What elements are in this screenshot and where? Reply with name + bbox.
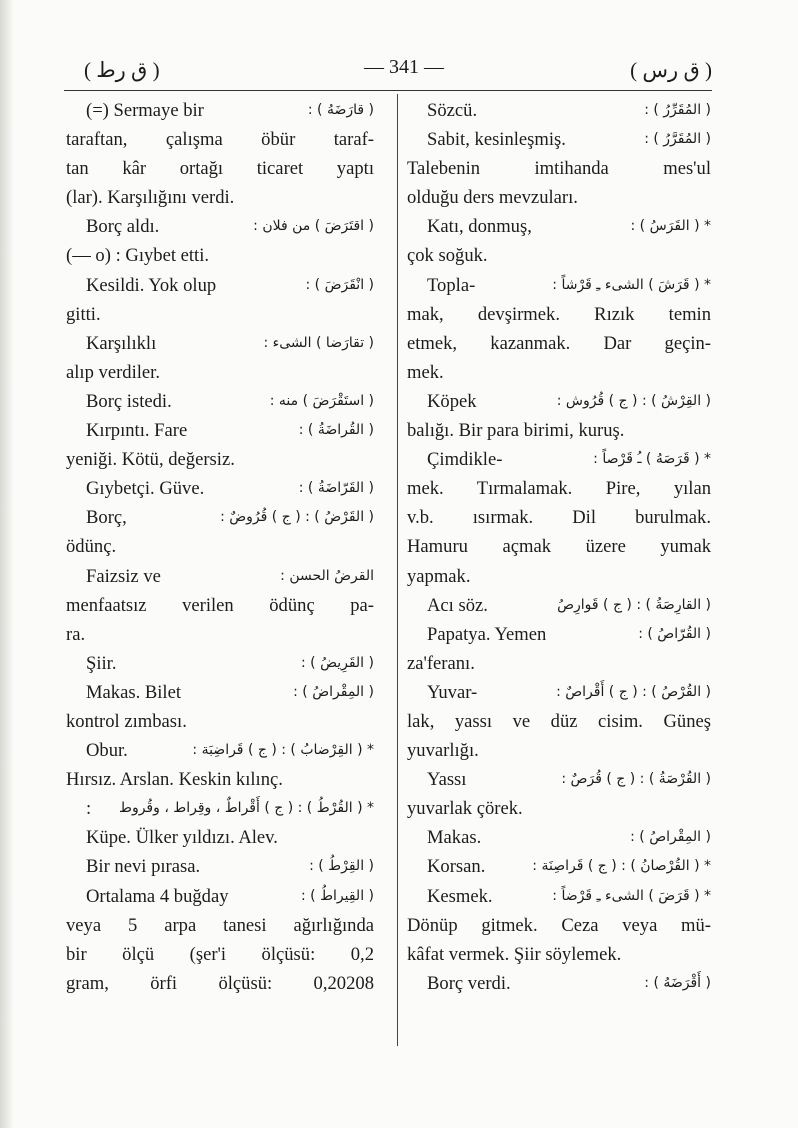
entry-text: Makas. [427, 827, 482, 849]
arabic-headword: ( تقارَضا ) الشیء : [263, 334, 374, 351]
arabic-headword: ( القَرِيضُ ) : [300, 654, 374, 671]
arabic-headword: ( اقتَرَضَ ) من فلان : [253, 218, 374, 235]
entry-text: yuvarlak çörek. [407, 798, 523, 820]
arabic-headword: ( القُرْصَةُ ) : ( ج ) قُرَصٌ : [561, 771, 711, 788]
dictionary-line [66, 852, 374, 881]
entry-text: za'feranı. [407, 652, 475, 674]
dictionary-line [66, 620, 374, 649]
dictionary-line [66, 271, 374, 300]
entry-text: (=) Sermaye bir [86, 100, 204, 121]
dictionary-line [66, 503, 374, 532]
arabic-headword: * ( القِرْضابُ ) : ( ج ) قَراضِبَة : [192, 742, 374, 759]
dictionary-line [66, 678, 374, 707]
entry-text: Çimdikle- [427, 449, 503, 471]
entry-text: yeniği. Kötü, değersiz. [66, 449, 235, 471]
entry-text: Hamuru açmak üzere yumak [407, 536, 711, 558]
dictionary-line [66, 416, 374, 445]
entry-text: veya 5 arpa tanesi ağırlığında [66, 914, 374, 936]
dictionary-line [407, 183, 711, 212]
arabic-headword: * ( القُرْصانُ ) : ( ج ) قَراصِنَة : [532, 858, 711, 875]
entry-text: Köpek [427, 390, 477, 412]
arabic-headword: ( القِيراطُ ) : [300, 887, 374, 904]
entry-text: Yassı [427, 769, 467, 791]
arabic-headword: ( القُرّاصُ ) : [638, 625, 711, 642]
dictionary-line [407, 474, 711, 503]
arabic-headword: ( المُقَرَّرُ ) : [644, 131, 711, 148]
dictionary-line [66, 532, 374, 561]
entry-text: ra. [66, 623, 86, 645]
arabic-headword: * ( قَرَشَ ) الشیء ـِ قَرْشاً : [552, 276, 711, 293]
entry-text: etmek, kazanmak. Dar geçin- [407, 332, 711, 354]
entry-text: olduğu ders mevzuları. [407, 187, 578, 209]
dictionary-line [407, 940, 711, 969]
entry-text: : [86, 798, 92, 820]
entry-text: Papatya. Yemen [427, 623, 547, 645]
arabic-headword: ( القُراضَةُ ) : [298, 422, 374, 439]
dictionary-line [407, 300, 711, 329]
entry-text: Yuvar- [427, 681, 478, 703]
entry-text: Topla- [427, 274, 476, 296]
entry-text: Borç istedi. [86, 390, 172, 412]
dictionary-line [407, 503, 711, 532]
dictionary-line [66, 329, 374, 358]
entry-text: yuvarlığı. [407, 740, 479, 762]
entry-text: Kesmek. [427, 885, 493, 907]
entry-text: Borç, [86, 507, 127, 529]
entry-text: Küpe. Ülker yıldızı. Alev. [86, 827, 278, 849]
page-edge-shadow [0, 0, 14, 1128]
dictionary-line [66, 823, 374, 852]
entry-text: alıp verdiler. [66, 361, 160, 383]
dictionary-line [407, 358, 711, 387]
dictionary-line [407, 649, 711, 678]
arabic-headword: ( انْقَرَضَ ) : [305, 276, 374, 293]
dictionary-line [407, 96, 711, 125]
page-number: — 341 — [364, 56, 444, 78]
dictionary-line [407, 852, 711, 881]
dictionary-line [66, 183, 374, 212]
dictionary-line [407, 212, 711, 241]
dictionary-line [66, 300, 374, 329]
page-header [64, 52, 712, 88]
entry-text: v.b. ısırmak. Dil burulmak. [407, 507, 711, 529]
entry-text: ödünç. [66, 536, 117, 558]
dictionary-line [66, 212, 374, 241]
entry-text: Karşılıklı [86, 332, 157, 354]
entry-text: çok soğuk. [407, 245, 488, 267]
entry-text: Borç aldı. [86, 216, 160, 238]
entry-text: Sözcü. [427, 100, 478, 121]
dictionary-line [407, 416, 711, 445]
entry-text: Kesildi. Yok olup [86, 274, 217, 296]
dictionary-line [407, 241, 711, 270]
left-column [66, 96, 374, 998]
dictionary-line [66, 591, 374, 620]
entry-text: mak, devşirmek. Rızık temin [407, 303, 711, 325]
entry-text: (lar). Karşılığını verdi. [66, 187, 235, 209]
dictionary-line [66, 474, 374, 503]
header-rule [64, 90, 712, 91]
dictionary-line [407, 911, 711, 940]
entry-text: Korsan. [427, 856, 486, 878]
dictionary-line [407, 387, 711, 416]
entry-text: Şiir. [86, 652, 117, 674]
dictionary-line [66, 736, 374, 765]
arabic-headword: ( القِرْطُ ) : [309, 858, 374, 875]
dictionary-line [66, 940, 374, 969]
arabic-headword: ( القُرْصُ ) : ( ج ) أَقْراصٌ : [556, 683, 711, 700]
entry-text: Ortalama 4 buğday [86, 885, 229, 907]
entry-text: kâfat vermek. Şiir söylemek. [407, 943, 622, 965]
dictionary-line [407, 591, 711, 620]
dictionary-line [407, 154, 711, 183]
dictionary-line [66, 125, 374, 154]
arabic-headword: ( المِقْراضُ ) : [293, 683, 374, 700]
dictionary-line [66, 387, 374, 416]
dictionary-line [407, 562, 711, 591]
arabic-headword: ( قارَضَهُ ) : [307, 102, 374, 118]
dictionary-line [407, 765, 711, 794]
dictionary-line [407, 882, 711, 911]
entry-text: mek. Tırmalamak. Pire, yılan [407, 478, 711, 500]
dictionary-line [66, 969, 374, 998]
dictionary-line [407, 329, 711, 358]
dictionary-line [407, 969, 711, 998]
entry-text: (— o) : Gıybet etti. [66, 245, 210, 267]
dictionary-line [66, 445, 374, 474]
header-left-guide-word: ( ق رط ) [84, 58, 160, 82]
right-column [407, 96, 711, 998]
dictionary-line [66, 707, 374, 736]
entry-text: taraftan, çalışma öbür taraf- [66, 129, 374, 151]
entry-text: kontrol zımbası. [66, 710, 187, 732]
dictionary-line [407, 823, 711, 852]
arabic-headword: * ( قَرَضَ ) الشیء ـِ قَرْضاً : [552, 887, 711, 904]
entry-text: menfaatsız verilen ödünç pa- [66, 594, 374, 616]
arabic-headword: ( القارِصَةُ ) : ( ج ) قَوارِصُ [557, 596, 711, 613]
entry-text: lak, yassı ve düz cisim. Güneş [407, 710, 711, 732]
dictionary-line [66, 358, 374, 387]
dictionary-line [66, 765, 374, 794]
entry-text: bir ölçü (şer'i ölçüsü: 0,2 [66, 943, 374, 965]
entry-text: tan kâr ortağı ticaret yaptı [66, 158, 374, 180]
dictionary-line [407, 794, 711, 823]
entry-text: yapmak. [407, 565, 471, 587]
dictionary-line [66, 794, 374, 823]
entry-text: Talebenin imtihanda mes'ul [407, 158, 711, 180]
arabic-headword: ( القِرْشُ ) : ( ج ) قُرُوش : [556, 392, 711, 409]
dictionary-line [407, 532, 711, 561]
dictionary-line [66, 562, 374, 591]
dictionary-line [66, 241, 374, 270]
arabic-headword: * ( القُرْطُ ) : ( ج ) أَقْراطٌ ، وقِراط ، وقُروط [119, 800, 374, 817]
arabic-headword: ( أَقْرَضَهُ ) : [644, 974, 711, 991]
dictionary-line [66, 911, 374, 940]
dictionary-line [407, 678, 711, 707]
column-divider [397, 94, 398, 1046]
arabic-headword: ( القَرّاضَةُ ) : [298, 480, 374, 497]
arabic-headword: ( المُقَرِّرُ ) : [644, 102, 711, 118]
arabic-headword: * ( قَرَصَهُ ) ـُ قَرْصاً : [593, 451, 711, 468]
entry-text: Bir nevi pırasa. [86, 856, 201, 878]
entry-text: Kırpıntı. Fare [86, 420, 188, 442]
entry-text: Faizsiz ve [86, 565, 161, 587]
dictionary-line [407, 736, 711, 765]
arabic-headword: ( القَرْضُ ) : ( ج ) قُرُوضٌ : [220, 509, 374, 526]
dictionary-line [66, 882, 374, 911]
entry-text: Acı söz. [427, 594, 488, 616]
dictionary-line [407, 707, 711, 736]
entry-text: gitti. [66, 303, 101, 325]
entry-text: Hırsız. Arslan. Keskin kılınç. [66, 769, 283, 791]
arabic-headword: ( المِقْراصُ ) : [630, 829, 711, 846]
dictionary-line [66, 96, 374, 125]
header-right-guide-word: ( ق رس ) [630, 58, 712, 82]
entry-text: Katı, donmuş, [427, 216, 532, 238]
entry-text: Sabit, kesinleşmiş. [427, 129, 566, 151]
entry-text: Dönüp gitmek. Ceza veya mü- [407, 914, 711, 936]
dictionary-line [407, 125, 711, 154]
dictionary-line [66, 649, 374, 678]
entry-text: balığı. Bir para birimi, kuruş. [407, 420, 625, 442]
arabic-headword: القرضُ الحسن : [280, 567, 374, 584]
entry-text: Borç verdi. [427, 972, 511, 994]
entry-text: Gıybetçi. Güve. [86, 478, 205, 500]
dictionary-line [407, 271, 711, 300]
entry-text: Obur. [86, 740, 128, 762]
entry-text: mek. [407, 361, 444, 383]
entry-text: Makas. Bilet [86, 681, 182, 703]
dictionary-line [66, 154, 374, 183]
entry-text: gram, örfi ölçüsü: 0,20208 [66, 972, 374, 994]
dictionary-line [407, 620, 711, 649]
arabic-headword: ( استَقْرَضَ ) منه : [269, 392, 374, 409]
arabic-headword: * ( القَرَسُ ) : [630, 218, 711, 235]
dictionary-line [407, 445, 711, 474]
